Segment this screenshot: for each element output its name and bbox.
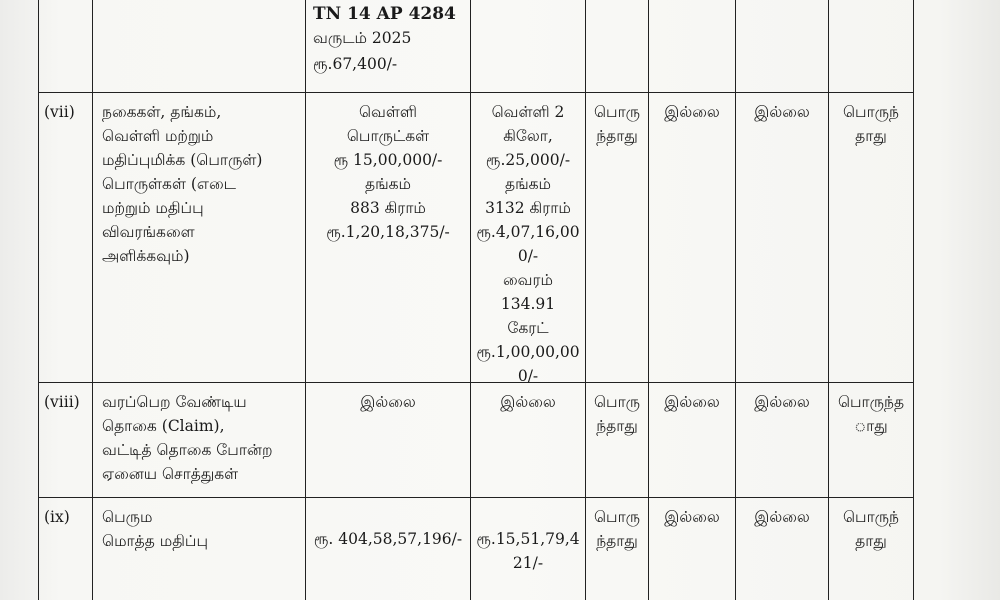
cell-col6: இல்லை (664, 508, 720, 526)
cell-col3: இல்லை (360, 393, 416, 411)
row-description: வரப்பெற வேண்டிய தொகை (Claim), வட்டித் தொகை போன்ற ஏனைய சொத்துகள் (102, 393, 273, 483)
cell-col8: பொருந் தாது (842, 508, 899, 550)
column-divider (648, 0, 649, 600)
cell-col4: வெள்ளி 2 கிலோ, ரூ.25,000/- தங்கம் 3132 கிராம் ரூ.4,07,16,00 0/- வைரம் 134.91 கேரட் ரூ.1,00,00,00 0/- (476, 103, 580, 385)
column-divider (735, 0, 736, 600)
cell-col8: பொருந் தாது (842, 103, 899, 145)
cell-col3: ரூ. 404,58,57,196/- (313, 530, 463, 548)
row-divider (38, 497, 913, 498)
row-number: (vii) (44, 103, 75, 121)
cell-col4: ரூ.15,51,79,4 21/- (476, 530, 580, 572)
vehicle-value: ரூ.67,400/- (313, 55, 398, 73)
table-border-right (913, 0, 914, 600)
cell-col3: வெள்ளி பொருட்கள் ரூ 15,00,000/- தங்கம் 883 கிராம் ரூ.1,20,18,375/- (326, 103, 450, 241)
cell-col7: இல்லை (754, 393, 810, 411)
column-divider (585, 0, 586, 600)
row-description: பெரும மொத்த மதிப்பு (102, 508, 208, 550)
column-divider (828, 0, 829, 600)
vehicle-year: வருடம் 2025 (313, 29, 412, 47)
row-divider (38, 92, 913, 93)
row-number: (ix) (44, 508, 70, 526)
row-description: நகைகள், தங்கம், வெள்ளி மற்றும் மதிப்புமிக்க (பொருள்) பொருள்கள் (எடை மற்றும் மதிப்பு விவரங்களை அளிக்கவும்) (102, 103, 263, 265)
cell-col5: பொரு ந்தாது (593, 508, 641, 550)
cell-col7: இல்லை (754, 508, 810, 526)
cell-col8: பொருந்த ாது (837, 393, 905, 435)
row-number: (viii) (44, 393, 80, 411)
column-divider (470, 0, 471, 600)
cell-col6: இல்லை (664, 393, 720, 411)
table-border-left (38, 0, 39, 600)
cell-col4: இல்லை (500, 393, 556, 411)
vehicle-reg-number: TN 14 AP 4284 (313, 4, 456, 24)
column-divider (305, 0, 306, 600)
cell-col7: இல்லை (754, 103, 810, 121)
cell-col5: பொரு ந்தாது (593, 393, 641, 435)
column-divider (92, 0, 93, 600)
cell-col6: இல்லை (664, 103, 720, 121)
cell-col5: பொரு ந்தாது (593, 103, 641, 145)
